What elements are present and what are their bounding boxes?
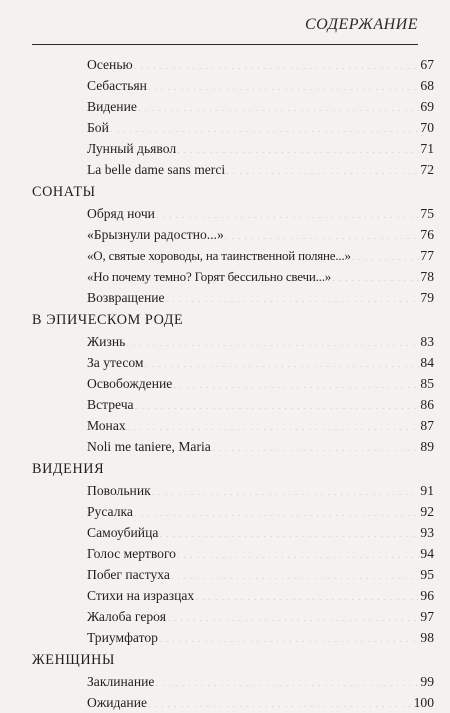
toc-entry[interactable] [30,501,434,522]
toc-entry[interactable] [30,75,434,96]
dot-leader [159,523,419,537]
entry-page-number: 78 [420,269,434,284]
toc-entry[interactable] [30,394,434,415]
entry-page-number: 99 [420,674,434,689]
dot-leader [226,160,419,174]
dot-leader [127,416,420,430]
entry-page-number: 84 [420,355,434,370]
toc-entry[interactable] [30,96,434,117]
entry-page-number: 76 [420,227,434,242]
section-heading[interactable]: В ЭПИЧЕСКОМ РОДЕ [32,312,184,328]
toc-entry[interactable] [30,159,434,180]
entry-title: Повольник [87,483,151,498]
dot-leader [156,204,419,218]
entry-title: Обряд ночи [87,206,155,221]
entry-title: Стихи на изразцах [87,588,195,603]
dot-leader [352,246,420,260]
entry-page-number: 83 [420,334,434,349]
dot-leader [159,628,419,642]
entry-title: Noli me taniere, Maria [87,439,211,454]
table-of-contents [30,54,434,713]
toc-entry[interactable] [30,117,434,138]
entry-title: «О, святые хороводы, на таинственной поляне...» [87,248,351,263]
entry-title: За утесом [87,355,144,370]
toc-entry[interactable] [30,224,434,245]
dot-leader [167,607,419,621]
section-heading[interactable]: СОНАТЫ [32,184,96,200]
entry-title: Освобождение [87,376,173,391]
entry-page-number: 96 [420,588,434,603]
dot-leader [126,332,419,346]
entry-page-number: 97 [420,609,434,624]
toc-entry[interactable] [30,245,434,266]
entry-title: Осенью [87,57,133,72]
toc-entry[interactable] [30,522,434,543]
dot-leader [177,544,419,558]
dot-leader [148,76,419,90]
page-header [32,16,418,45]
entry-page-number: 69 [420,99,434,114]
entry-title: La belle dame sans merci [87,162,226,177]
toc-entry[interactable] [30,564,434,585]
toc-section [30,54,434,180]
entry-title: Самоубийца [87,525,159,540]
toc-section [30,182,434,308]
entry-page-number: 70 [420,120,434,135]
entry-title: Монах [87,418,126,433]
toc-entry[interactable] [30,287,434,308]
toc-entry[interactable] [30,606,434,627]
entry-page-number: 72 [420,162,434,177]
entry-title: Жалоба героя [87,609,166,624]
dot-leader [110,118,420,132]
dot-leader [171,565,419,579]
entry-page-number: 93 [420,525,434,540]
toc-entry[interactable] [30,54,434,75]
toc-entry[interactable] [30,585,434,606]
entry-page-number: 92 [420,504,434,519]
entry-title: Триумфатор [87,630,158,645]
entry-page-number: 86 [420,397,434,412]
toc-entry[interactable] [30,138,434,159]
entry-title: Видение [87,99,137,114]
toc-section [30,310,434,457]
entry-title: Бой [87,120,109,135]
toc-entry[interactable] [30,692,434,713]
entry-page-number: 98 [420,630,434,645]
toc-entry[interactable] [30,203,434,224]
toc-entry[interactable] [30,331,434,352]
toc-entry[interactable] [30,266,434,287]
entry-page-number: 87 [420,418,434,433]
entry-title: Себастьян [87,78,147,93]
dot-leader [145,353,420,367]
dot-leader [148,693,413,707]
toc-entry[interactable] [30,415,434,436]
toc-entry[interactable] [30,436,434,457]
toc-entry[interactable] [30,373,434,394]
toc-entry[interactable] [30,480,434,501]
dot-leader [173,374,419,388]
entry-title: «Но почему темно? Горят бессильно свечи...» [87,269,332,284]
entry-title: Русалка [87,504,133,519]
dot-leader [225,225,420,239]
dot-leader [195,586,419,600]
entry-page-number: 91 [420,483,434,498]
entry-page-number: 85 [420,376,434,391]
entry-title: Жизнь [87,334,126,349]
entry-title: Встреча [87,397,134,412]
toc-entry[interactable] [30,627,434,648]
entry-page-number: 67 [420,57,434,72]
entry-title: «Брызнули радостно...» [87,227,224,242]
entry-title: Лунный дьявол [87,141,177,156]
dot-leader [155,672,419,686]
dot-leader [332,267,419,281]
entry-page-number: 71 [420,141,434,156]
entry-page-number: 94 [420,546,434,561]
entry-title: Голос мертвого [87,546,176,561]
dot-leader [135,395,420,409]
entry-page-number: 79 [420,290,434,305]
header-title: СОДЕРЖАНИЕ [304,16,418,33]
toc-entry[interactable] [30,543,434,564]
dot-leader [138,97,420,111]
entry-page-number: 89 [420,439,434,454]
entry-page-number: 68 [420,78,434,93]
entry-page-number: 75 [420,206,434,221]
section-heading[interactable]: ВИДЕНИЯ [32,461,105,477]
entry-title: Заклинание [87,674,155,689]
toc-section [30,650,434,713]
dot-leader [152,481,420,495]
entry-page-number: 95 [420,567,434,582]
dot-leader [177,139,419,153]
entry-page-number: 77 [420,248,434,263]
dot-leader [212,437,420,451]
dot-leader [134,502,419,516]
dot-leader [134,55,420,69]
section-heading[interactable]: ЖЕНЩИНЫ [32,652,116,668]
entry-title: Возвращение [87,290,165,305]
entry-title: Ожидание [87,695,148,710]
toc-entry[interactable] [30,352,434,373]
toc-entry[interactable] [30,671,434,692]
entry-page-number: 100 [413,695,434,710]
toc-section [30,459,434,648]
entry-title: Побег пастуха [87,567,170,582]
dot-leader [166,288,420,302]
